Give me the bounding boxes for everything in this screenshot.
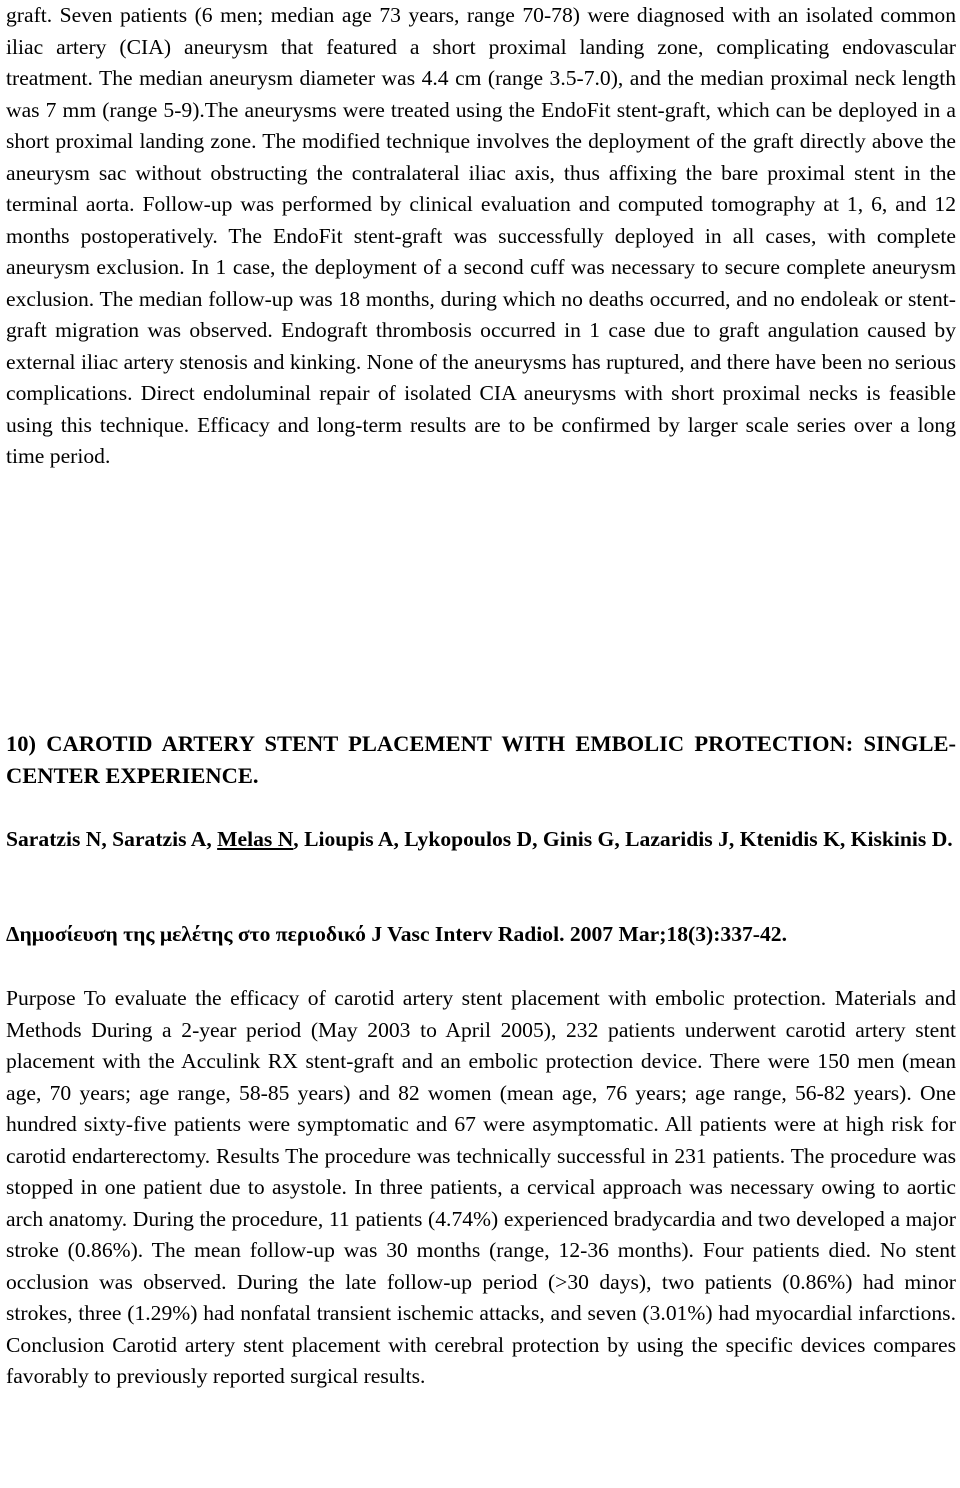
authors-trailing: , Lioupis A, Lykopoulos D, Ginis G, Lazaridis J, Ktenidis K, Kiskinis D.	[293, 827, 953, 851]
author-underlined: Melas N	[217, 827, 294, 851]
previous-abstract-paragraph: graft. Seven patients (6 men; median age 73 years, range 70-78) were diagnosed with an isolated common iliac artery (CIA) aneurysm that featured a short proximal landing zone, complicating endovascular treatment. The median aneurysm diameter was 4.4 cm (range 3.5-7.0), and the median proximal neck length was 7 mm (range 5-9).The aneurysms were treated using the EndoFit stent-graft, which can be deployed in a short proximal landing zone. The modified technique involves the deployment of the graft directly above the aneurysm sac without obstructing the contralateral iliac axis, thus affixing the bare proximal stent in the terminal aorta. Follow-up was performed by clinical evaluation and computed tomography at 1, 6, and 12 months postoperatively. The EndoFit stent-graft was successfully deployed in all cases, with complete aneurysm exclusion. In 1 case, the deployment of a second cuff was necessary to secure complete aneurysm exclusion. The median follow-up was 18 months, during which no deaths occurred, and no endoleak or stent-graft migration was observed. Endograft thrombosis occurred in 1 case due to graft angulation caused by external iliac artery stenosis and kinking. None of the aneurysms has ruptured, and there have been no serious complications. Direct endoluminal repair of isolated CIA aneurysms with short proximal necks is feasible using this technique. Efficacy and long-term results are to be confirmed by larger scale series over a long time period.	[6, 3, 956, 468]
authors-leading: Saratzis N, Saratzis A,	[6, 827, 218, 851]
publication-reference: Δημοσίευση της μελέτης στο περιοδικό J Vasc Interv Radiol. 2007 Mar;18(3):337-42.	[6, 922, 787, 946]
article-title: 10) CAROTID ARTERY STENT PLACEMENT WITH EMBOLIC PROTECTION: SINGLE-CENTER EXPERIENCE.	[6, 731, 956, 788]
article-abstract-paragraph: Purpose To evaluate the efficacy of carotid artery stent placement with embolic protection. Materials and Methods During a 2-year period (May 2003 to April 2005), 232 patients underwent carotid artery stent placement with the Acculink RX stent-graft and an embolic protection device. There were 150 men (mean age, 70 years; age range, 58-85 years) and 82 women (mean age, 76 years; age range, 56-82 years). One hundred sixty-five patients were symptomatic and 67 were asymptomatic. All patients were at high risk for carotid endarterectomy. Results The procedure was technically successful in 231 patients. The procedure was stopped in one patient due to asystole. In three patients, a cervical approach was necessary owing to aortic arch anatomy. During the procedure, 11 patients (4.74%) experienced bradycardia and two developed a major stroke (0.86%). The mean follow-up was 30 months (range, 12-36 months). Four patients died. No stent occlusion was observed. During the late follow-up period (>30 days), two patients (0.86%) had minor strokes, three (1.29%) had nonfatal transient ischemic attacks, and seven (3.01%) had myocardial infarctions. Conclusion Carotid artery stent placement with cerebral protection by using the specific devices compares favorably to previously reported surgical results.	[6, 986, 956, 1388]
author-list	[6, 823, 956, 856]
